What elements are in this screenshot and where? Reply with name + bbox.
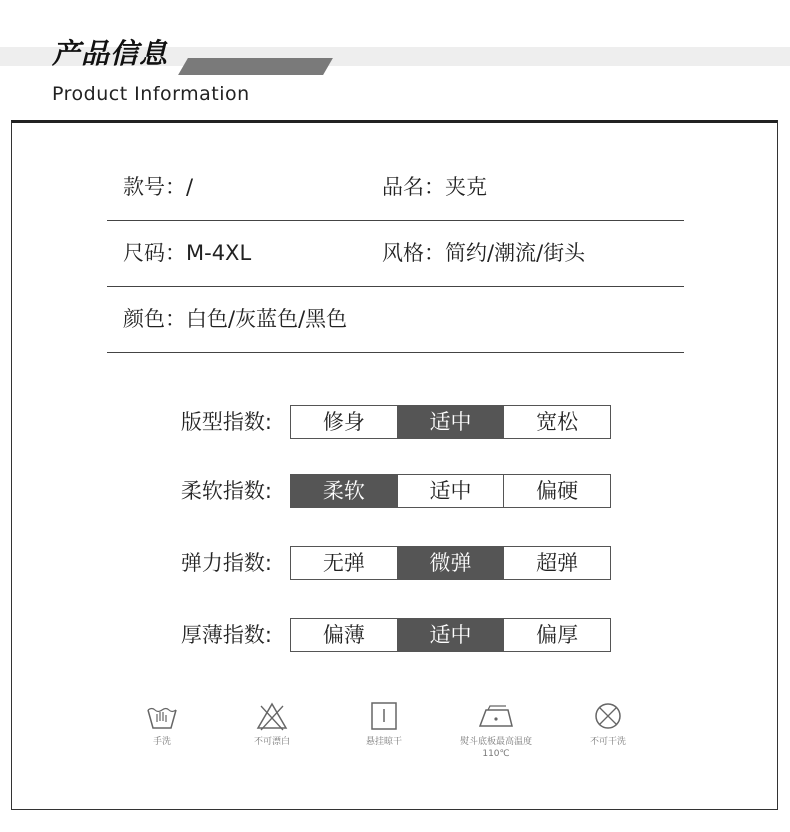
color-options: 颜色：白色/灰蓝色/黑色	[123, 307, 348, 331]
no-dry-clean-icon	[588, 700, 628, 732]
index-option: 超弹	[503, 547, 610, 579]
care-item	[107, 700, 217, 748]
info-row-2	[107, 220, 684, 287]
index-option: 偏薄	[322, 623, 365, 647]
info-row-3	[107, 286, 684, 353]
header-banner-accent	[178, 58, 333, 75]
size-range: 尺码：M-4XL	[123, 241, 252, 265]
care-label: 不可漂白	[253, 737, 290, 747]
style-tags: 风格：简约/潮流/街头	[382, 241, 586, 265]
index-label: 柔软指数:	[180, 479, 272, 503]
care-label: 熨斗底板最高温度110℃	[459, 737, 532, 759]
care-item	[217, 700, 327, 748]
index-option-selected: 柔软	[291, 475, 397, 507]
index-option-selected: 适中	[397, 406, 504, 438]
care-item	[329, 700, 439, 748]
index-option-selected: 微弹	[397, 547, 504, 579]
index-label: 版型指数:	[180, 410, 272, 434]
index-option: 偏厚	[503, 619, 610, 651]
index-label: 厚薄指数:	[180, 623, 272, 647]
index-option: 宽松	[503, 406, 610, 438]
info-row-1	[107, 154, 684, 221]
style-number: 款号：/	[123, 175, 194, 199]
care-item	[553, 700, 663, 748]
index-option: 修身	[322, 410, 365, 434]
index-scale	[290, 546, 611, 580]
index-option: 偏硬	[503, 475, 610, 507]
section-title: 产品信息	[52, 37, 169, 70]
index-option: 无弹	[322, 551, 365, 575]
product-name: 品名：夹克	[382, 175, 487, 199]
iron-icon	[472, 700, 520, 732]
index-scale	[290, 618, 611, 652]
section-subtitle: Product Information	[52, 83, 250, 105]
index-scale	[290, 474, 611, 508]
care-label: 悬挂晾干	[365, 737, 402, 747]
care-label: 不可干洗	[589, 737, 626, 747]
index-scale	[290, 405, 611, 439]
hand-wash-icon	[142, 700, 182, 732]
hang-dry-icon	[364, 700, 404, 732]
index-option: 适中	[397, 475, 504, 507]
care-label: 手洗	[152, 737, 171, 747]
index-option-selected: 适中	[397, 619, 504, 651]
no-bleach-icon	[252, 700, 292, 732]
care-item	[441, 700, 551, 760]
index-label: 弹力指数:	[180, 551, 272, 575]
